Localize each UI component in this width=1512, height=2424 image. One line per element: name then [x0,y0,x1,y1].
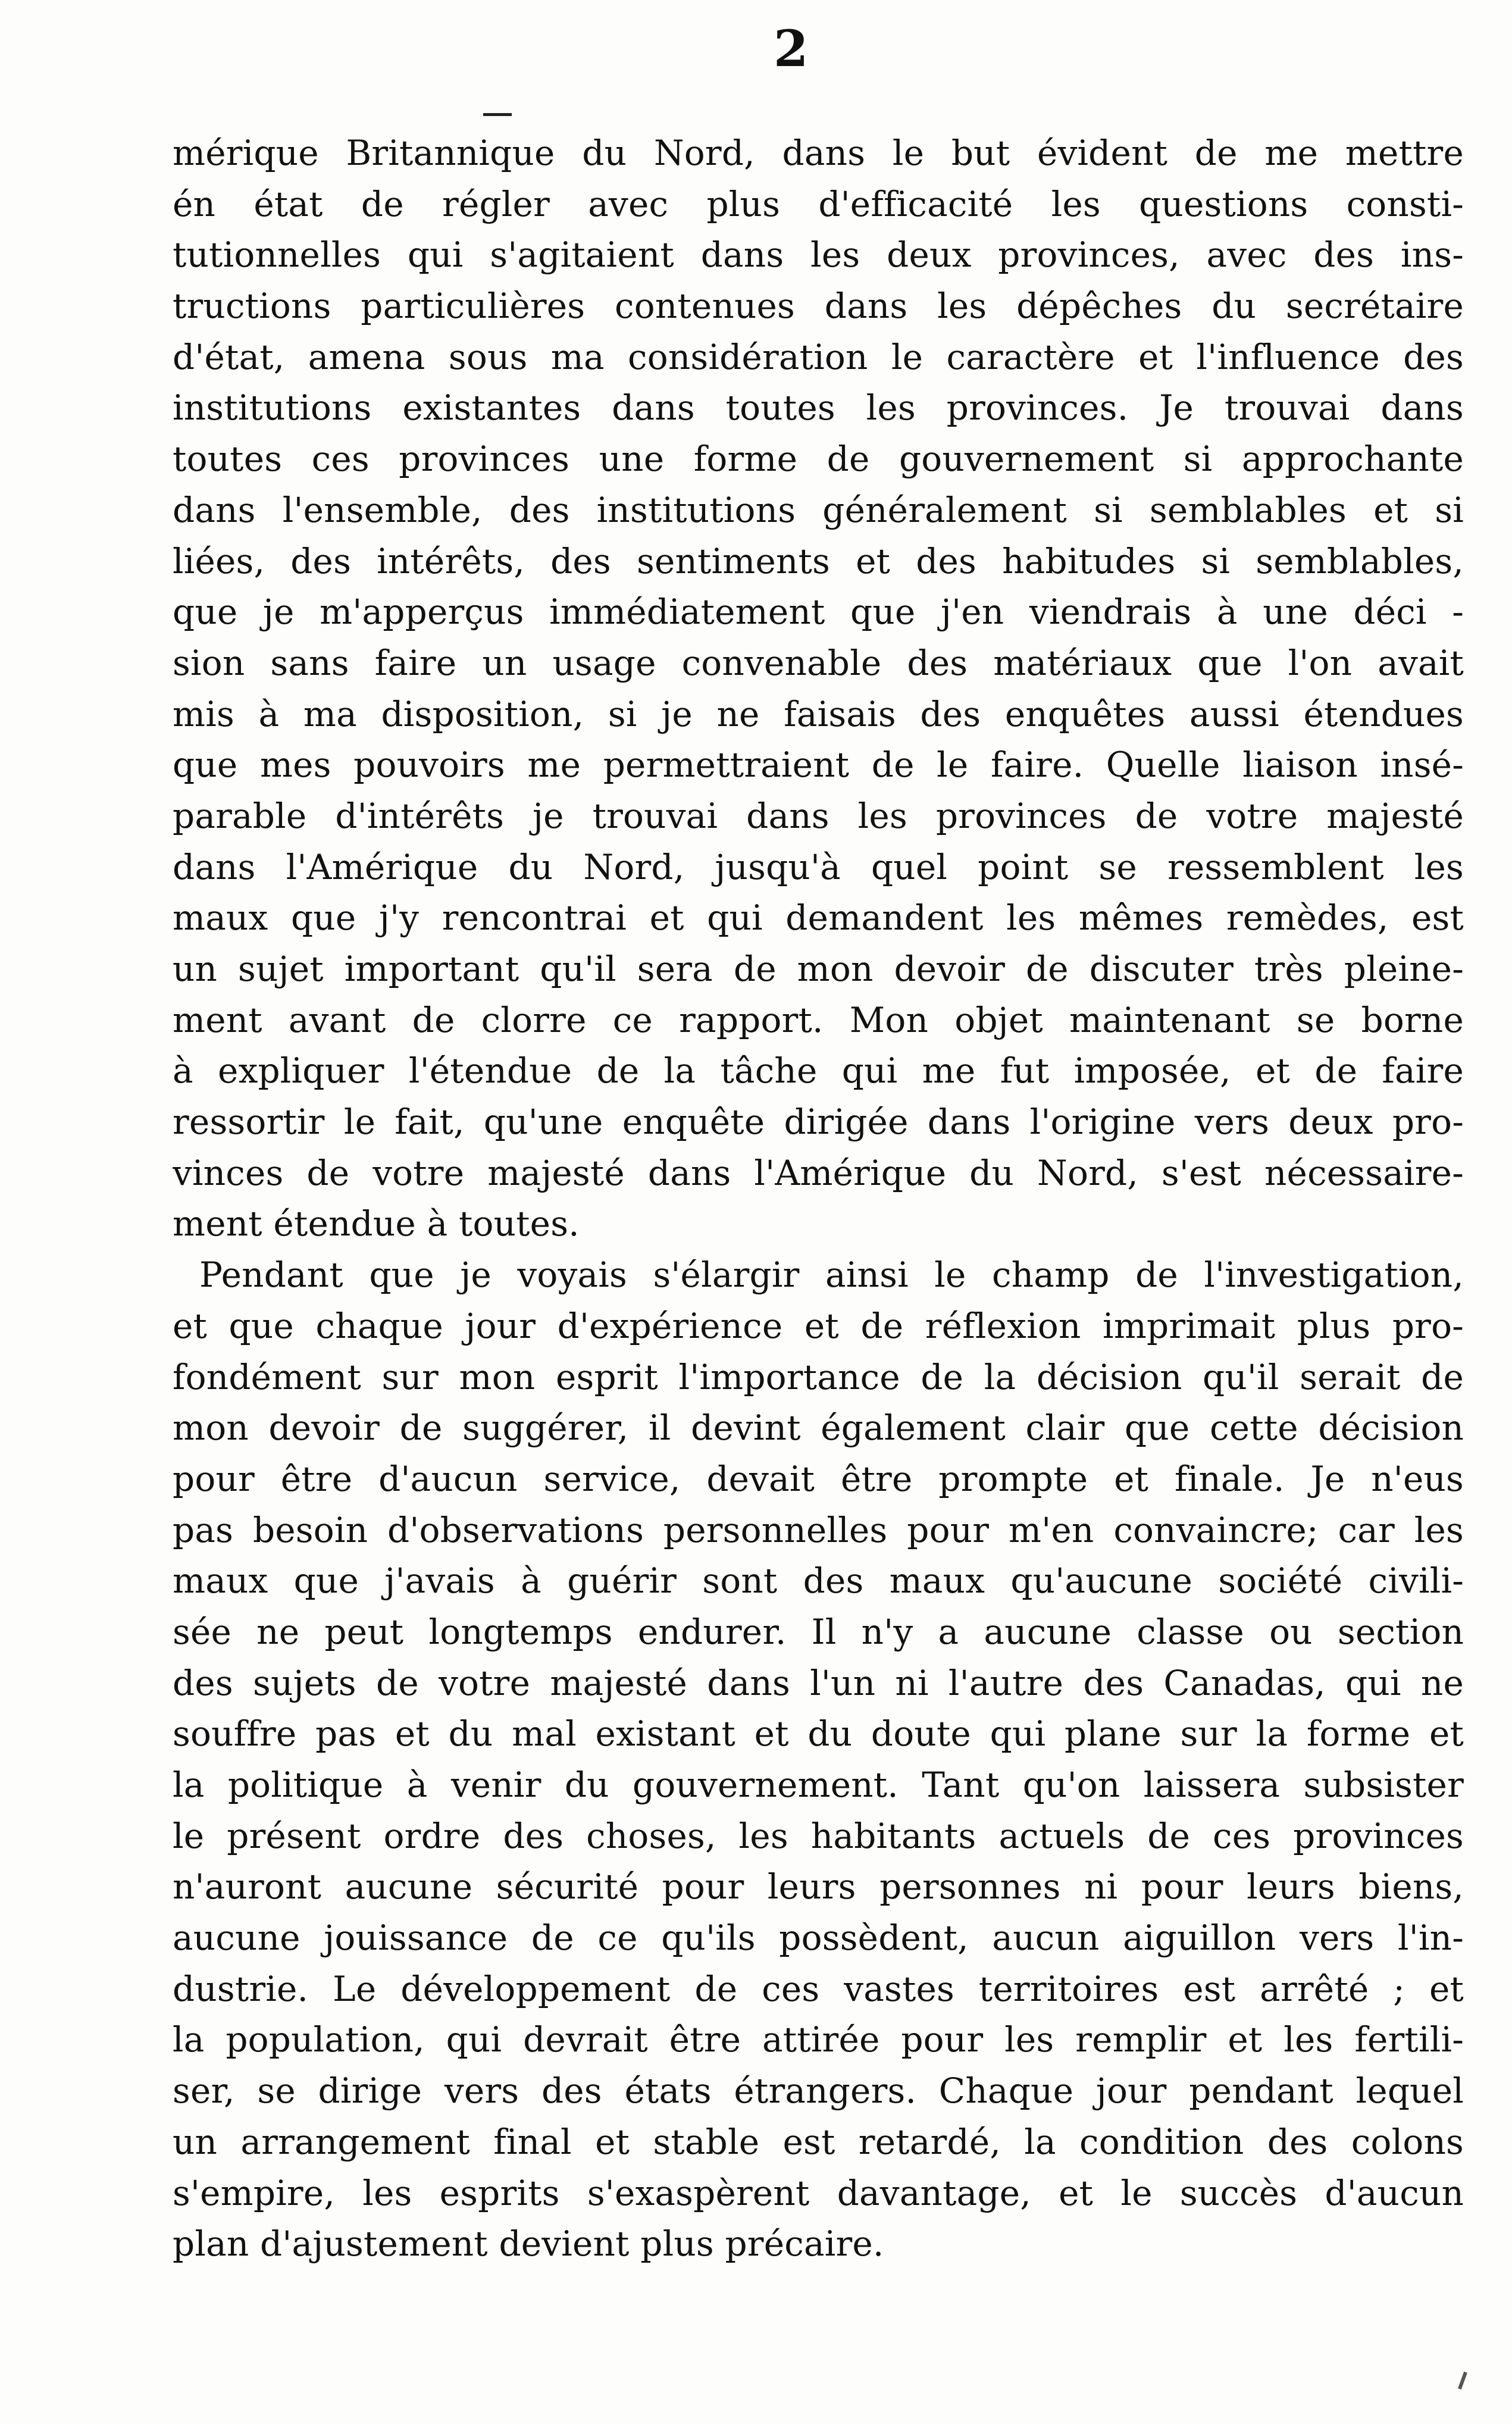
text-line: tructions particulières contenues dans les dépêches du secrétaire [173,286,1464,327]
text-line: ser, se dirige vers des états étrangers. Chaque jour pendant lequel [173,2070,1464,2112]
text-line: maux que j'avais à guérir sont des maux qu'aucune société civili- [173,1560,1464,1602]
text-line: ment étendue à toutes. [173,1203,580,1244]
text-line: fondément sur mon esprit l'importance de la décision qu'il serait de [173,1356,1464,1397]
text-line: la politique à venir du gouvernement. Tant qu'on laissera subsister [173,1765,1464,1805]
text-line: souffre pas et du mal existant et du doute qui plane sur la forme et [173,1713,1464,1754]
text-line: et que chaque jour d'expérience et de réflexion imprimait plus pro- [173,1305,1464,1346]
text-line: plan d'ajustement devient plus précaire. [173,2223,884,2265]
text-line: la population, qui devrait être attirée pour les remplir et les fertili- [173,2019,1464,2060]
text-line: un sujet important qu'il sera de mon devoir de discuter très pleine- [173,949,1464,989]
text-line: ment avant de clorre ce rapport. Mon objet maintenant se borne [173,999,1464,1040]
text-line: un arrangement final et stable est retardé, la condition des colons [173,2121,1464,2162]
text-line: dans l'Amérique du Nord, jusqu'à quel point se ressemblent les [173,846,1464,887]
text-line: dans l'ensemble, des institutions généralement si semblables et si [173,489,1464,530]
text-line: aucune jouissance de ce qu'ils possèdent, aucun aiguillon vers l'in- [173,1918,1464,1959]
body-text [173,128,1464,2270]
text-line: d'état, amena sous ma considération le caractère et l'influence des [173,336,1464,377]
text-line: que je m'apperçus immédiatement que j'en viendrais à une déci - [173,592,1464,633]
text-line: à expliquer l'étendue de la tâche qui me fut imposée, et de faire [173,1050,1464,1091]
text-line: n'auront aucune sécurité pour leurs personnes ni pour leurs biens, [173,1866,1464,1907]
text-line: tutionnelles qui s'agitaient dans les deux provinces, avec des ins- [173,234,1464,276]
text-line: pour être d'aucun service, devait être prompte et finale. Je n'eus [173,1458,1464,1499]
text-line: pas besoin d'observations personnelles pour m'en convaincre; car les [173,1509,1464,1550]
text-line: sion sans faire un usage convenable des matériaux que l'on avait [173,642,1464,683]
text-line: maux que j'y rencontrai et qui demandent les mêmes remèdes, est [173,897,1464,939]
text-line: liées, des intérêts, des sentiments et des habitudes si semblables, [173,540,1464,581]
text-line: que mes pouvoirs me permettraient de le faire. Quelle liaison insé- [173,745,1464,786]
page-number: 2 [774,19,809,78]
header-dash [483,113,512,116]
text-line: institutions existantes dans toutes les provinces. Je trouvai dans [173,387,1464,428]
text-line: Pendant que je voyais s'élargir ainsi le champ de l'investigation, [199,1255,1464,1296]
text-line: toutes ces provinces une forme de gouvernement si approchante [173,439,1464,480]
text-line: mon devoir de suggérer, il devint également clair que cette décision [173,1408,1464,1449]
text-line: ressortir le fait, qu'une enquête dirigée dans l'origine vers deux pro- [173,1102,1464,1143]
text-line: le présent ordre des choses, les habitants actuels de ces provinces [173,1815,1464,1856]
text-line: mérique Britannique du Nord, dans le but évident de me mettre [173,133,1464,173]
text-line: des sujets de votre majesté dans l'un ni l'autre des Canadas, qui ne [173,1662,1464,1703]
text-line: mis à ma disposition, si je ne faisais des enquêtes aussi étendues [173,693,1464,734]
text-line: parable d'intérêts je trouvai dans les provinces de votre majesté [173,795,1464,836]
text-line: s'empire, les esprits s'exaspèrent davantage, et le succès d'aucun [173,2172,1464,2213]
text-line: én état de régler avec plus d'efficacité les questions consti- [173,183,1464,224]
text-line: dustrie. Le développement de ces vastes territoires est arrêté ; et [173,1968,1464,2009]
stray-mark [1458,2372,1467,2389]
text-line: sée ne peut longtemps endurer. Il n'y a aucune classe ou section [173,1611,1464,1652]
text-line: vinces de votre majesté dans l'Amérique du Nord, s'est nécessaire- [173,1152,1464,1193]
